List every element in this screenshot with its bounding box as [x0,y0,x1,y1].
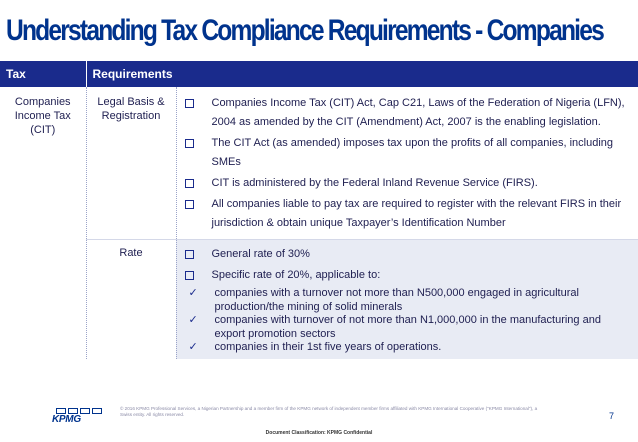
list-item [185,134,633,172]
bullet-text: Specific rate of 20%, applicable to: [211,269,381,281]
header-requirements: Requirements [86,61,638,87]
page-number: 7 [609,411,615,421]
sub-list-item [189,287,633,314]
tax-name-cell: Companies Income Tax (CIT) [0,87,86,359]
copyright-fineprint: © 2016 KPMG Professional Services, a Nigerian Partnership and a member firm of the KPMG network of independent member firms affiliated with KPMG International Cooperative ("KPMG International"), a Swiss entity. All rights reserved. [120,406,538,417]
square-checkbox-icon [185,200,194,209]
list-item [185,245,633,264]
sub-list-item [189,341,633,355]
checkmark-icon: ✓ [188,341,198,353]
bullet-text: The CIT Act (as amended) imposes tax upon the profits of all companies, including SMEs [211,137,614,168]
bullet-text: Companies Income Tax (CIT) Act, Cap C21, Laws of the Federation of Nigeria (LFN), 2004 as amended by the CIT (Amendment) Act, 2007 is the enabling legislation. [211,97,625,128]
category-legal-basis: Legal Basis & Registration [86,87,176,240]
sub-bullet-text: companies with turnover of not more than N1,000,000 in the manufacturing and export promotion sectors [214,314,601,340]
legal-basis-details [176,87,638,240]
checkmark-icon: ✓ [188,314,198,326]
table-row [0,240,638,359]
bullet-text: General rate of 30% [211,248,310,260]
bullet-text: All companies liable to pay tax are required to register with the relevant FIRS in their jurisdiction & obtain unique Taxpayer’s Identification Number [211,198,622,229]
list-item [185,195,633,233]
bullet-text: CIT is administered by the Federal Inland Revenue Service (FIRS). [211,177,538,189]
square-checkbox-icon [185,139,194,148]
requirements-table [0,61,638,359]
square-checkbox-icon [185,99,194,108]
sub-bullet-text: companies in their 1st five years of operations. [214,341,442,353]
category-rate: Rate [86,240,176,359]
sub-list-item [189,314,633,341]
square-checkbox-icon [185,250,194,259]
list-item [185,266,633,285]
checkmark-icon: ✓ [188,287,198,299]
document-classification: Document Classification: KPMG Confidential [265,430,373,436]
list-item [185,174,633,193]
page-title: Understanding Tax Compliance Requirements - Companies [6,14,603,47]
table-row [0,87,638,240]
square-checkbox-icon [185,271,194,280]
square-checkbox-icon [185,179,194,188]
logo-text: KPMG [52,414,81,425]
rate-details [176,240,638,359]
table-header-row [0,61,638,87]
header-tax: Tax [0,61,86,87]
list-item [185,94,633,132]
kpmg-logo [52,408,104,425]
sub-bullet-text: companies with a turnover not more than N500,000 engaged in agricultural production/the mining of solid minerals [214,287,579,313]
